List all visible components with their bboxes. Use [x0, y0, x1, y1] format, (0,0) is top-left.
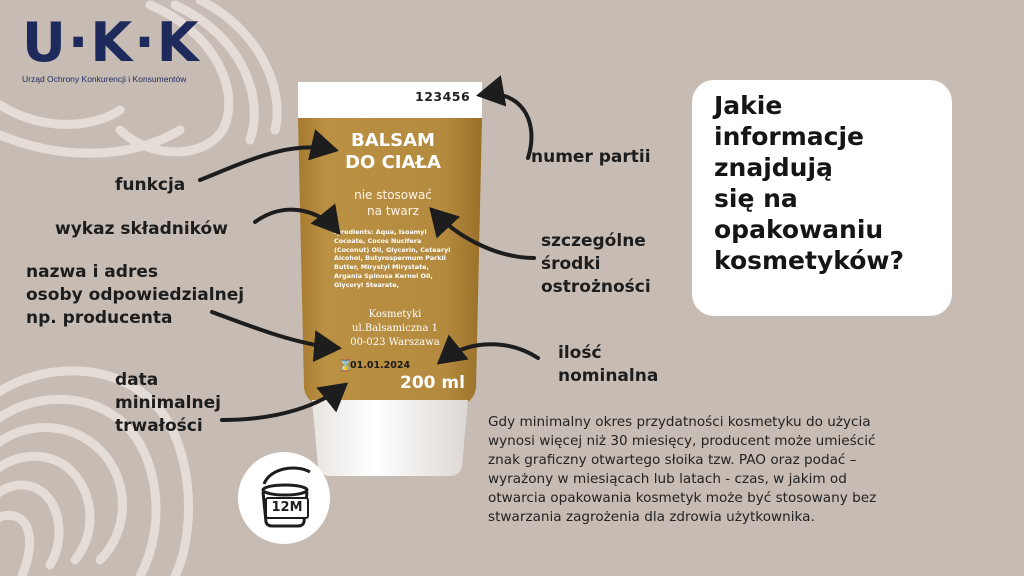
- label-funkcja: funkcja: [115, 175, 186, 195]
- label-data-line2: minimalnej: [115, 393, 221, 413]
- question-line6: kosmetyków?: [714, 246, 904, 275]
- label-nazwa-adres: [26, 261, 244, 330]
- hourglass-icon: ⌛: [338, 358, 353, 372]
- label-data-line3: trwałości: [115, 416, 203, 436]
- precaution-line2: na twarz: [367, 204, 419, 218]
- arrow-szczegolne: [432, 210, 534, 258]
- question-line4: się na: [714, 184, 798, 213]
- question-line3: znajdują: [714, 153, 833, 182]
- expiry-date: 01.01.2024: [350, 360, 411, 371]
- label-ilosc-nominalna: [558, 342, 658, 388]
- arrow-funkcja: [200, 147, 335, 180]
- arrow-numer: [480, 94, 531, 158]
- label-ilosc-line2: nominalna: [558, 366, 659, 386]
- label-nazwa-line2: osoby odpowiedzialnej: [26, 285, 245, 305]
- label-ilosc-line1: ilość: [558, 343, 602, 363]
- label-data-line1: data: [115, 370, 159, 390]
- ingredients-list: Igredients: Aqua, Isoamyl Cocoate, Cocos Nucifera (Coconut) Oil, Glycerin, Cetearyl Alcohol, Butyrospermum Parkii Butter, Mirystyl Mirystate, Argania Spinosa Kernel Oil, Glyceryl Stearate,: [334, 228, 451, 289]
- product-name-line2: DO CIAŁA: [345, 152, 441, 173]
- pao-note: Gdy minimalny okres przydatności kosmetyku do użycia wynosi więcej niż 30 miesięcy, producent może umieścić znak graficzny otwartego słoika tzw. PAO oraz podać – wyrażony w miesiącach lub latach - czas, w jakim od otwarcia opakowania kosmetyk może być stosowany bez stwarzania zagrożenia dla zdrowia użytkownika.: [488, 414, 877, 525]
- label-szczegolne-line3: ostrożności: [541, 277, 651, 297]
- address-line2: ul.Balsamiczna 1: [352, 323, 438, 334]
- label-szczegolne-line1: szczególne: [541, 231, 646, 251]
- label-nazwa-line1: nazwa i adres: [26, 262, 158, 282]
- logo-subtitle: Urząd Ochrony Konkurencji i Konsumentów: [22, 74, 187, 84]
- pao-label: 12M: [265, 497, 309, 519]
- batch-number: 123456: [415, 89, 471, 104]
- label-nazwa-line3: np. producenta: [26, 308, 173, 328]
- product-name-line1: BALSAM: [351, 130, 435, 151]
- nominal-quantity: 200 ml: [400, 373, 465, 393]
- label-data-minimalnej: [115, 369, 221, 438]
- arrow-data: [222, 385, 345, 420]
- arrow-wykaz: [255, 210, 338, 232]
- label-numer-partii: numer partii: [531, 147, 651, 167]
- precaution-line1: nie stosować: [354, 188, 432, 202]
- label-szczegolne-srodki: [541, 230, 651, 299]
- label-wykaz-skladnikow: wykaz składników: [55, 219, 228, 239]
- question-line1: Jakie: [714, 91, 783, 120]
- logo-mark: U·K·K: [22, 11, 201, 74]
- question-line2: informacje: [714, 122, 865, 151]
- question-line5: opakowaniu: [714, 215, 884, 244]
- address-line1: Kosmetyki: [368, 309, 422, 320]
- label-szczegolne-line2: środki: [541, 254, 601, 274]
- arrow-ilosc: [440, 344, 538, 362]
- question-box: [692, 80, 952, 316]
- address-line3: 00-023 Warszawa: [350, 337, 440, 348]
